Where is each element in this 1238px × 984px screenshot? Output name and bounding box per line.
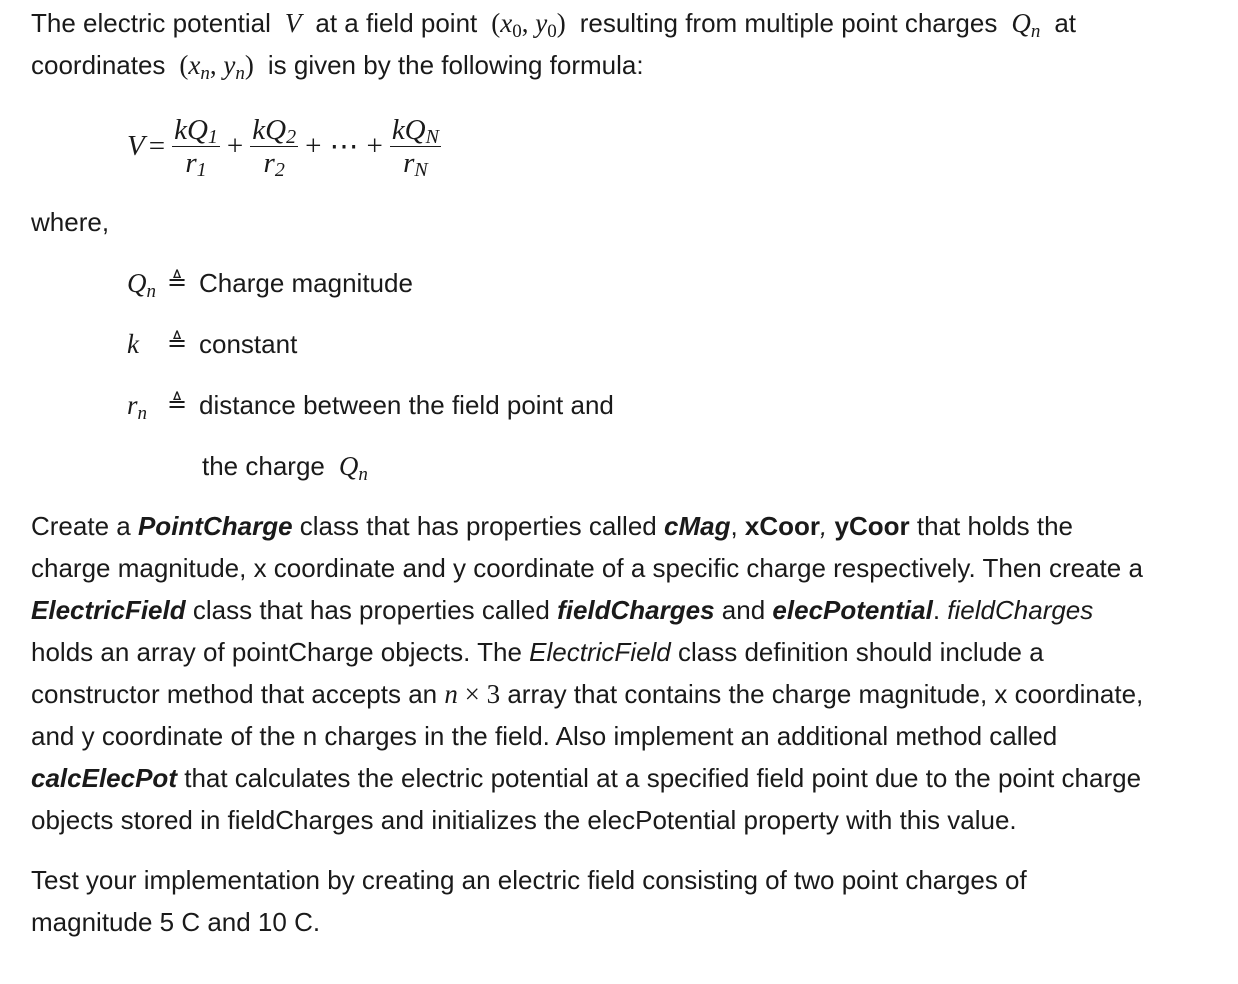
intro-text: at: [1054, 8, 1076, 38]
intro-text: The electric potential: [31, 8, 271, 38]
method-calcelecpot: calcElecPot: [31, 763, 177, 793]
formula-plus: +: [305, 129, 322, 162]
property-cmag: cMag: [663, 511, 731, 541]
intro-paragraph: [31, 2, 1236, 86]
electricfield-reference: ElectricField: [529, 637, 671, 667]
task-line-8: objects stored in fieldCharges and initializes the elecPotential property with this value.: [31, 805, 1017, 835]
task-text: constructor method that accepts an: [31, 679, 438, 709]
definition-symbol-q: $Q_n$: [127, 268, 156, 302]
term-1-denominator: $r_1$: [185, 146, 207, 181]
task-text: class definition should include a: [678, 637, 1044, 667]
task-line-1: [31, 505, 1236, 547]
term-n-denominator: $r_N$: [403, 146, 428, 181]
definition-distance: [31, 384, 1031, 426]
definition-symbol-r: $r_n$: [127, 390, 148, 424]
task-text: that calculates the electric potential at a specified field point due to the point charge: [184, 763, 1142, 793]
intro-text: resulting from multiple point charges: [579, 8, 998, 38]
definition-charge: [31, 262, 1031, 304]
defined-as-symbol: ≜: [167, 391, 188, 418]
potential-formula: [127, 108, 444, 184]
property-elecpotential: elecPotential: [772, 595, 933, 625]
field-point-coords: ($x_0$, $y_0$): [484, 8, 573, 42]
formula-term-2: [250, 114, 298, 179]
class-name-pointcharge: PointCharge: [137, 511, 293, 541]
formula-plus: +: [226, 129, 244, 162]
task-paragraph: [31, 505, 1236, 841]
task-line-5: [31, 673, 1236, 715]
definition-text-part: the charge: [202, 451, 325, 481]
term-n-numerator: $kQ_N$: [391, 113, 439, 148]
test-line-2: magnitude 5 C and 10 C.: [31, 907, 321, 937]
task-text: and: [721, 595, 766, 625]
intro-line-2: [31, 44, 1236, 86]
definition-text: Charge magnitude: [199, 268, 413, 298]
definition-text: constant: [199, 329, 298, 359]
charge-variable: $Q_n$: [1004, 8, 1041, 42]
task-text: ,: [820, 511, 828, 541]
array-size-expression: [444, 679, 500, 709]
property-xcoor: xCoor: [744, 511, 821, 541]
term-1-numerator: $kQ_1$: [174, 113, 218, 148]
formula-ellipsis: ⋯: [329, 130, 359, 163]
definition-distance-cont: [31, 445, 1031, 487]
definition-constant: [31, 323, 1031, 365]
task-line-6: and y coordinate of the n charges in the field. Also implement an additional method called: [31, 721, 1058, 751]
class-name-electricfield: ElectricField: [31, 595, 186, 625]
defined-as-symbol: ≜: [167, 330, 188, 357]
intro-text: coordinates: [31, 50, 166, 80]
task-text: ,: [730, 511, 738, 541]
formula-lhs: V: [127, 129, 145, 162]
where-text: where,: [31, 207, 110, 237]
charge-coords: ($x_n$, $y_n$): [172, 50, 261, 84]
task-text: that holds the: [916, 511, 1073, 541]
term-2-denominator: $r_2$: [263, 146, 285, 181]
test-line-1: Test your implementation by creating an electric field consisting of two point charges of: [31, 865, 1027, 895]
task-line-3: [31, 589, 1236, 631]
formula-plus: +: [366, 129, 383, 162]
intro-text: is given by the following formula:: [267, 50, 644, 80]
definition-text: distance between the field point and: [199, 390, 614, 420]
task-text: array that contains the charge magnitude, x coordinate,: [507, 679, 1144, 709]
definition-charge-variable: $Q_n$: [332, 451, 368, 485]
term-2-numerator: $kQ_2$: [252, 113, 297, 148]
intro-line-1: [31, 2, 1236, 44]
task-text: Create a: [31, 511, 131, 541]
definition-text: [202, 445, 368, 487]
task-line-2: charge magnitude, x coordinate and y coordinate of a specific charge respectively. Then create a: [31, 553, 1143, 583]
definition-symbol-k: k: [127, 329, 139, 359]
task-line-4: [31, 631, 1236, 673]
where-label: [31, 201, 1236, 243]
property-ycoor: yCoor: [834, 511, 910, 541]
formula-term-1: [172, 114, 220, 179]
times-symbol: ×: [464, 679, 480, 709]
array-size-3: 3: [486, 679, 501, 709]
task-line-7: [31, 757, 1236, 799]
task-text: class that has properties called: [299, 511, 657, 541]
array-size-n: n: [444, 679, 458, 709]
formula-term-n: [390, 114, 441, 179]
task-text: class that has properties called: [192, 595, 550, 625]
potential-variable: V: [278, 8, 309, 38]
property-fieldcharges: fieldCharges: [557, 595, 715, 625]
defined-as-symbol: ≜: [167, 269, 188, 296]
fieldcharges-reference: fieldCharges: [947, 595, 1094, 625]
task-text: .: [932, 595, 941, 625]
test-paragraph: [31, 859, 1236, 943]
intro-text: at a field point: [315, 8, 478, 38]
formula-equals: =: [148, 129, 166, 162]
task-text: holds an array of pointCharge objects. The: [31, 637, 522, 667]
